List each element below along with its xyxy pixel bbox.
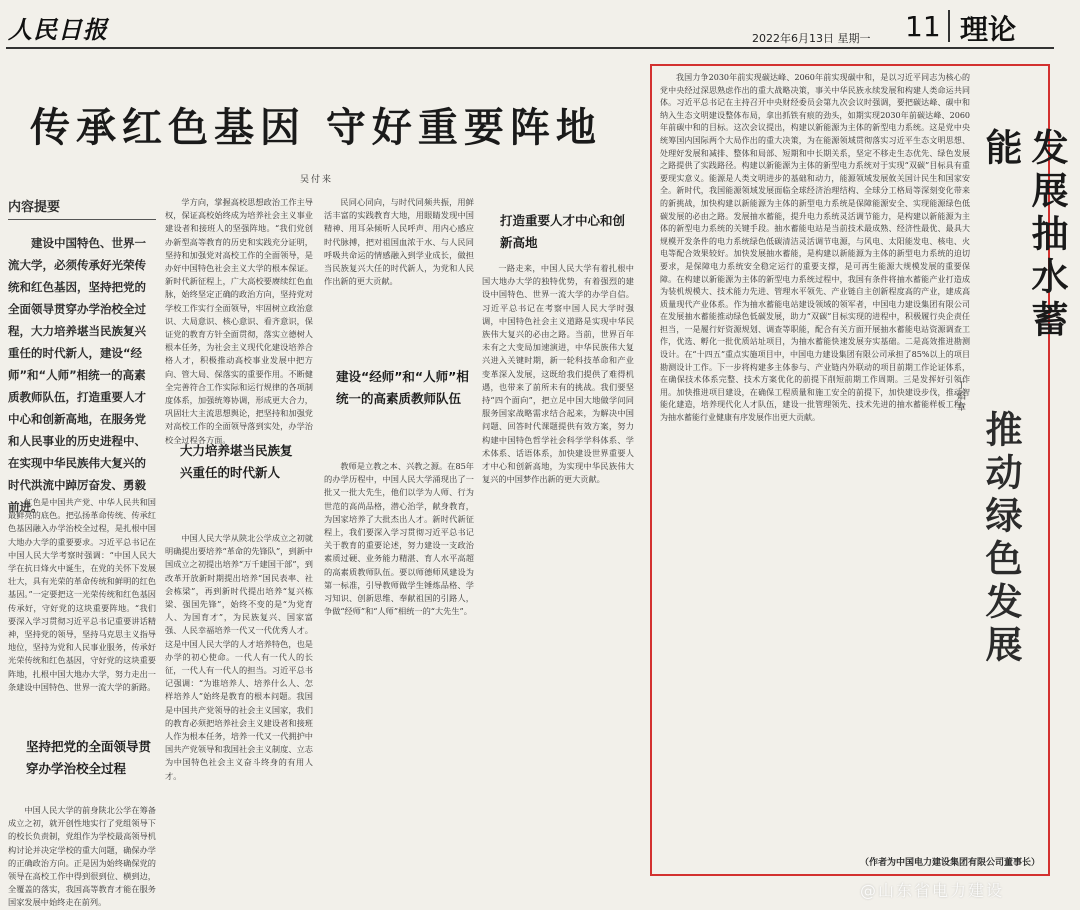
column-3-text-2 — [324, 460, 474, 900]
masthead-rule — [6, 47, 1054, 49]
right-article-author: 丁焰章 — [955, 380, 965, 413]
main-headline: 传承红色基因 守好重要阵地 — [30, 104, 602, 151]
author-note: （作者为中国电力建设集团有限公司董事长） — [860, 858, 1041, 868]
paragraph: 我国力争2030年前实现碳达峰、2060年前实现碳中和，是以习近平同志为核心的党中央经过深思熟虑作出的重大战略决策，事关中华民族永续发展和构建人类命运共同体。习近平总书记在主持召开中央财经委员会第九次会议时强调，要把碳达峰、碳中和纳入生态文明建设整体布局，拿出抓铁有痕的劲头，如期实现2030年前碳达峰、2060年前碳中和的目标。这次会议提出，构建以新能源为主体的新型电力系统。这是党中央统筹国内国际两个大局作出的重大决策，为在能源领域贯彻落实习近平生态文明思想、处理好发展和减排、整体和局部、短期和中长期关系，坚定不移走生态优先、绿色发展之路提供了实践路径。构建以新能源为主体的新型电力系统对于实现“双碳”目标具有重要现实意义。能源是人类文明进步的基础和动力，能源领域发展攸关国计民生和国家安全。新时代，我国能源领域发展面临全球经济治理结构、全球分工格局等深刻变化带来的新挑战，加快构建以新能源为主体的新型电力系统是保障能源安全、实现能源绿色低碳发展的必由之路。发展抽水蓄能，提升电力系统灵活调节能力，是构建以新能源为主体的新型电力系统的关键手段。抽水蓄能电站是当前技术最成熟、经济性最优、最具大规模开发条件的电力系统绿色低碳清洁灵活调节电源，与风电、太阳能发电、核电、火电等配合效果较好。加快发展抽水蓄能，是构建以新能源为主体的新型电力系统的迫切要求，是保障电力系统安全稳定运行的重要支撑，是可再生能源大规模发展的重要保障。在构建以新能源为主体的新型电力系统过程中，我国有条件将抽水蓄能产业打造成为装机规模大、技术能力先进、管理水平领先、产业链自主创新程度高的产业，建成高质量现代产业体系。作为抽水蓄能电站建设领域的领军者，中国电力建设集团有限公司在发展抽水蓄能推动绿色低碳发展，助力“双碳”目标实现的进程中，积极履行央企责任担当，一是履行好资源规划、调查等职能，配合有关方面开展抽水蓄能电站资源调查工作，优选、孵化一批优质站址项目，为抽水蓄能快速发展夯实基础。二是高效推进勘测设计。在“十四五”重点实施项目中，中国电力建设集团有限公司承担了85%以上的项目勘测设计工作。下一步将构建多主体参与、产业链内外联动的项目前期工作论证体系，在确保技术体系完整、技术方案优化的前提下削短前期工作周期。三是发挥好引领作用。加快推进项目建设，在确保工程质量和施工安全的前提下，加快建设步伐，推动智能化建造，培养现代化人才队伍，建设一批管理领先、技术先进的抽水蓄能样板工程，为抽水蓄能行业健康有序发展作出更大贡献。 — [660, 73, 970, 423]
abstract-text: 建设中国特色、世界一流大学，必须传承好光荣传统和红色基因，坚持把党的全面领导贯穿办学治校全过程，大力培养堪当民族复兴重任的时代新人，建设“经师”和“人师”相统一的高素质教师队伍，打造重要人才中心和创新高地，在服务党和人民事业的历史进程中、在实现中华民族伟大复兴的时代洪流中踔厉奋发、勇毅前进。 — [8, 236, 146, 514]
column-3-text — [324, 196, 474, 358]
column-4-text — [482, 262, 634, 900]
masthead-divider — [948, 10, 950, 42]
paragraph: 红色是中国共产党、中华人民共和国最鲜亮的底色。把弘扬革命传统、传承红色基因融入办学治校全过程，是扎根中国大地办大学的重要要求。习近平总书记在中国人民大学考察时强调：“中国人民大学在抗日烽火中诞生，在党的关怀下发展壮大，具有光荣的革命传统和鲜明的红色基因。”一定要把这一光荣传统和红色基因传承好，守好党的这块重要阵地。“我们要深入学习贯彻习近平总书记重要讲话精神，坚持党的领导，坚持马克思主义指导地位，坚持为党和人民事业服务，传承好光荣传统和红色基因，守好党的这块重要阵地，扎根中国大地办大学，努力走出一条建设中国特色、世界一流大学的新路。 — [8, 497, 156, 692]
main-author: 吴付来 — [300, 175, 334, 185]
masthead — [0, 0, 1080, 50]
column-1-text-2 — [8, 804, 156, 908]
section-name: 理论 — [960, 13, 1017, 46]
paragraph: 一路走来，中国人民大学有着扎根中国大地办大学的独特优势，有着强烈的建设中国特色、世界一流大学的办学自信。习近平总书记在考察中国人民大学时强调，中国特色社会主义道路是实现中华民族伟大复兴的必由之路。当前，世界百年未有之大变局加速演进，中华民族伟大复兴进入关键时期，新一轮科技革命和产业变革深入发展，这既给我们提供了难得机遇，也带来了前所未有的挑战。我们要坚持“四个面向”，把立足中国大地做学问同服务国家战略需求结合起来，为解决中国问题、回答时代课题提供有效方案，努力构建中国特色哲学社会科学学科体系、学术体系、话语体系，加快建设世界重要人才中心和创新高地，为实现中华民族伟大复兴的中国梦作出新的更大贡献。 — [482, 263, 634, 485]
subhead-party-leadership: 坚持把党的全面领导贯穿办学治校全过程 — [26, 739, 152, 776]
column-2-text — [165, 196, 313, 445]
right-article-body — [660, 72, 970, 848]
abstract-label: 内容提要 — [8, 196, 156, 220]
subhead-talent-center: 打造重要人才中心和创新高地 — [500, 213, 626, 250]
subhead-teachers: 建设“经师”和“人师”相统一的高素质教师队伍 — [336, 369, 469, 406]
right-article-title-2 — [978, 410, 1048, 850]
column-1-text — [8, 496, 156, 732]
paragraph: 中国人民大学从陕北公学成立之初就明确提出要培养“革命的先锋队”，到新中国成立之初提出培养“万千建国干部”，到改革开放新时期提出培养“国民表率、社会栋梁”，再到新时代提出培养“复兴栋梁、强国先锋”，始终不变的是“为党育人、为国育才”，为民族复兴、国家富强、人民幸福培养一代又一代优秀人才。这是中国人民大学的人才培养特色，也是办学的初心使命。一代人有一代人的长征，一代人有一代人的担当。习近平总书记强调：“为谁培养人、培养什么人、怎样培养人”始终是教育的根本问题。我国是中国共产党领导的社会主义国家，我们的教育必须把培养社会主义建设者和接班人作为根本任务，培养一代又一代拥护中国共产党领导和我国社会主义制度、立志为中国特色社会主义奋斗终身的有用人才。 — [165, 533, 313, 781]
abstract-box — [8, 196, 156, 514]
paragraph: 民同心同向，与时代同频共振，用鲜活丰富的实践教育大地，用眼睛发现中国精神、用耳朵倾听人民呼声、用内心感应时代脉搏，把对祖国血浓于水、与人民同呼吸共命运的情感融入到学业成长，做担当民族复兴大任的时代新人，为党和人民作出新的更大贡献。 — [324, 197, 474, 287]
issue-date: 2022年6月13日 星期一 — [752, 32, 871, 45]
right-article-title — [978, 128, 1069, 358]
right-title-line-2: 推动绿色发展 — [979, 410, 1023, 668]
watermark: @山东省电力建设 — [860, 881, 1005, 900]
page-number: 11 — [905, 10, 941, 43]
paragraph: 中国人民大学的前身陕北公学在筹备成立之初，就开创性地实行了党组领导下的校长负责制，党组作为学校最高领导机构讨论并决定学校的重大问题，确保办学的正确政治方向。正是因为始终确保党的领导在高校工作中得到很到位、横到边，全覆盖的落实，我国高等教育才能在服务国家发展中始终走在前列。 — [8, 805, 156, 908]
paragraph: 学方向，掌握高校思想政治工作主导权，保证高校始终成为培养社会主义事业建设者和接班人的坚强阵地。“我们党创办新型高等教育的历史和实践充分证明，坚持和加强党对高校工作的全面领导，是办好中国特色社会主义大学的根本保证。新时代新征程上，广大高校要赓续红色血脉，始终坚定正确的政治方向，坚持党对学校工作实行全面领导，牢固树立政治意识、大局意识、核心意识、看齐意识，保证党的教育方针全面贯彻，落实立德树人根本任务，为社会主义现代化建设培养合格人才，积极推动高校事业发展中把方向、管大局、保落实的重要作用。不断健全完善符合工作实际和运行规律的各项制度体系，加强统筹协调，形成更大合力，巩固壮大主流思想舆论，把坚持和加强党对高校工作的全面领导落到实处，办学治校全过程各方面。 — [165, 197, 313, 445]
subhead-new-generation: 大力培养堪当民族复兴重任的时代新人 — [180, 443, 293, 480]
column-2-text-2 — [165, 532, 313, 900]
right-title-line-1: 发展抽水蓄能 — [979, 128, 1069, 343]
newspaper-logo: 人民日报 — [8, 15, 108, 44]
paragraph: 教师是立教之本、兴教之源。在85年的办学历程中，中国人民大学涌现出了一批又一批大先生，他们以学为人师、行为世范的高尚品格，潜心治学，献身教育，为国家培养了大批杰出人才。新时代新征程上，我们要深入学习贯彻习近平总书记关于教育的重要论述，努力建设一支政治素质过硬、业务能力精湛、育人水平高超的高素质教师队伍。要以师德师风建设为第一标准，引导教师做学生锤炼品格、学习知识、创新思维、奉献祖国的引路人，争做“经师”和“人师”相统一的“大先生”。 — [324, 461, 474, 617]
